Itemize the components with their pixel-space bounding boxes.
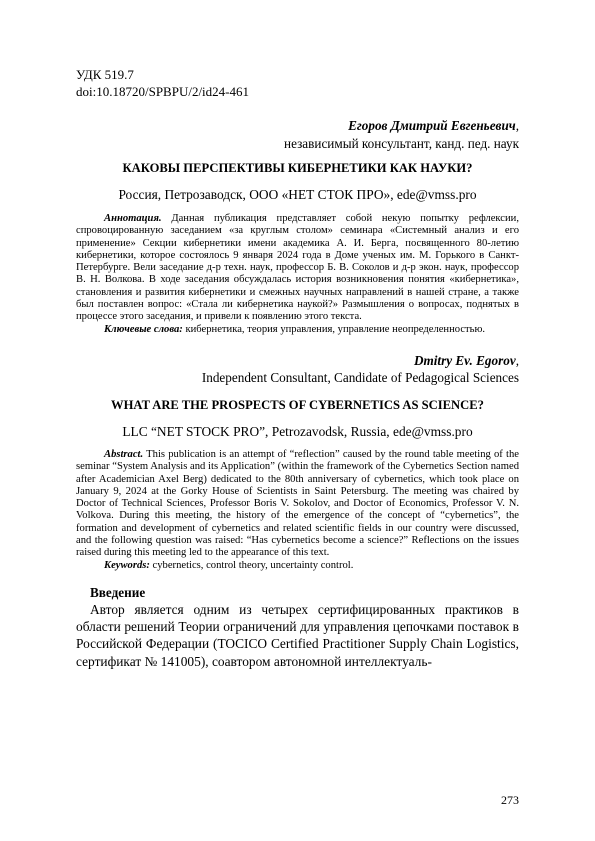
ru-author-name: Егоров Дмитрий Евгеньевич <box>348 118 516 133</box>
en-author-comma: , <box>515 352 519 368</box>
ru-author-position: независимый консультант, канд. пед. наук <box>284 135 519 151</box>
ru-keywords <box>76 324 519 336</box>
en-keywords-text: cybernetics, control theory, uncertainty control. <box>149 559 354 571</box>
intro-heading: Введение <box>90 584 146 600</box>
ru-keywords-label: Ключевые слова: <box>104 323 183 335</box>
ru-author-block <box>76 117 519 152</box>
en-author-block <box>76 352 519 387</box>
udk-code: УДК 519.7 <box>76 67 134 82</box>
page-number: 273 <box>501 793 519 807</box>
ru-keywords-text: кибернетика, теория управления, управление неопределенностью. <box>182 323 486 335</box>
header-meta <box>76 66 519 100</box>
en-author-position: Independent Consultant, Candidate of Pedagogical Sciences <box>201 370 519 386</box>
en-abstract <box>76 449 519 560</box>
intro-paragraph: Автор является одним из четырех сертифицированных практиков в области решений Теории ограничений для управления цепочками поставок в Российской Федерации (TOCICO Certified Practitioner Supply Chain Logistics, сертификат № 141005), соавтором автономной интеллектуаль- <box>76 601 519 669</box>
en-abstract-text: This publication is an attempt of “reflection” caused by the round table meeting of the seminar “System Analysis and its Application” (within the framework of the Cybernetics Section named after Academician Axel Berg) dedicated to the 80th anniversary of cybernetics, which took place on January 9, 2024 at the Gorky House of Scientists in Saint Petersburg. The meeting was chaired by Doctor of Technical Sciences, Professor Boris V. Sokolov, and Doctor of Economics, Professor V. N. Volkova. During this meeting, the history of the emergence of the concept of “cybernetics”, the formation and development of cybernetics and related scientific fields in our country were discussed, and the following question was raised: “Has cybernetics become a science?” Reflections on the issues raised during this meeting led to the appearance of this text. <box>76 448 519 559</box>
page-content <box>76 66 519 670</box>
en-keywords-label: Keywords: <box>104 559 150 571</box>
en-title: WHAT ARE THE PROSPECTS OF CYBERNETICS AS SCIENCE? <box>111 397 484 412</box>
ru-author-comma: , <box>515 118 519 133</box>
ru-abstract <box>76 213 519 324</box>
doi: doi:10.18720/SPBPU/2/id24-461 <box>76 84 249 99</box>
ru-title: КАКОВЫ ПЕРСПЕКТИВЫ КИБЕРНЕТИКИ КАК НАУКИ? <box>122 161 473 175</box>
ru-abstract-text: Данная публикация представляет собой некую попытку рефлексии, спровоцированную заседанием «за круглым столом» семинара «Системный анализ и его применение» Секции кибернетики имени академика А. И. Берга, посвященного 80-летию кибернетики, которое состоялось 9 января 2024 года в Доме ученых им. М. Горького в Санкт-Петербурге. Вели заседание д-р техн. наук, профессор Б. В. Соколов и д-р экон. наук, профессор В. Н. Волкова. В ходе заседания обсуждалась история возникновения понятия «кибернетика», становления и развития кибернетики и смежных научных направлений в нашей стране, а также был поставлен вопрос: «Стала ли кибернетика наукой?» Размышления о вопросах, поднятых в процессе этого заседания, и привели к появлению этого текста. <box>76 213 519 323</box>
ru-abstract-label: Аннотация. <box>104 213 162 224</box>
en-abstract-label: Abstract. <box>104 448 144 460</box>
en-affiliation: LLC “NET STOCK PRO”, Petrozavodsk, Russia, ede@vmss.pro <box>122 423 473 439</box>
ru-affiliation: Россия, Петрозаводск, ООО «НЕТ СТОК ПРО», ede@vmss.pro <box>118 187 477 202</box>
en-author-name: Dmitry Ev. Egorov <box>413 352 516 368</box>
en-keywords <box>76 560 519 572</box>
